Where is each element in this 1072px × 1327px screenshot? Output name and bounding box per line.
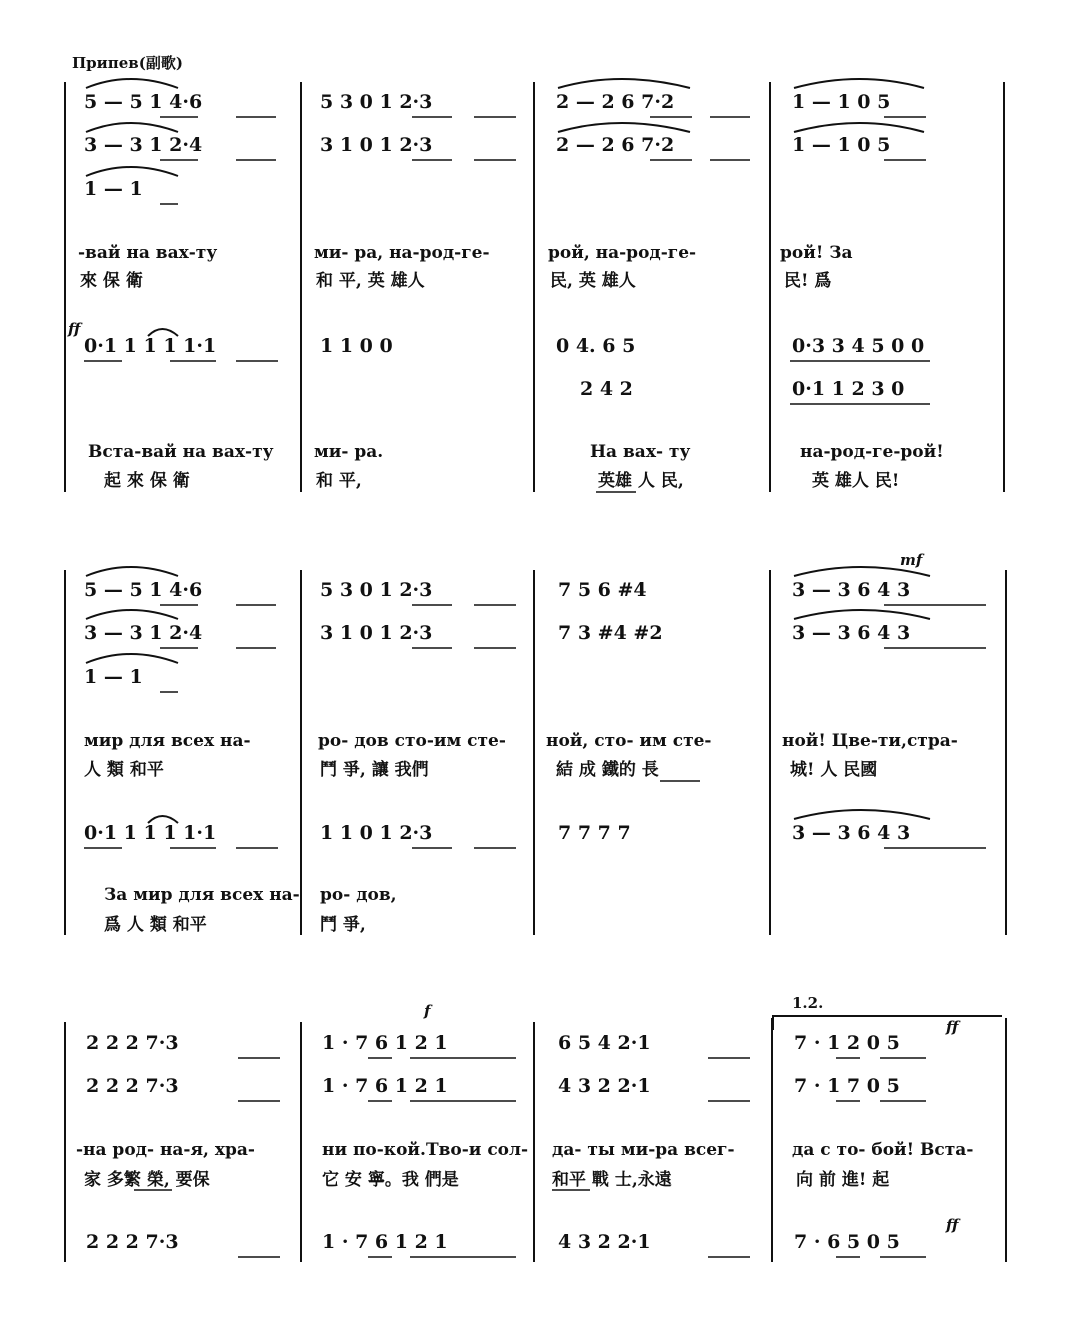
lyric-ru: на-род-ге-рой! (800, 442, 944, 462)
lyric-ru: ми- ра. (314, 442, 384, 462)
note-cell: 3 — 3 6 4 3 (792, 579, 911, 601)
lyric-ru: ной, сто- им сте- (546, 731, 712, 751)
lyric-zh: 起 來 保 衛 (104, 471, 190, 491)
note-cell: 7 5 6 #4 (558, 579, 647, 601)
lyric-ru: -вай на вах-ту (78, 243, 218, 263)
dynamic-mf: mf (900, 551, 923, 569)
note-cell: 3 1 0 1 2·3 (320, 134, 433, 156)
slur (794, 810, 930, 819)
lyric-ru: рой, на-род-ге- (548, 243, 697, 263)
lyric-ru: ни по-кой.Тво-и сол- (322, 1140, 529, 1160)
note-cell: 6 5 4 2·1 (558, 1032, 651, 1054)
note-cell: 7 · 6 5 0 5 (794, 1231, 900, 1253)
dynamic-ff: ff (946, 1018, 959, 1036)
lyric-zh: 城! 人 民國 (790, 760, 878, 780)
slur (794, 123, 924, 132)
lyric-zh: 鬥 爭, (320, 915, 366, 935)
lyric-zh: 英雄 人 民, (598, 471, 684, 491)
note-cell: 3 — 3 6 4 3 (792, 822, 911, 844)
dynamic-ff: ff (946, 1216, 959, 1234)
note-cell: 0 4. 6 5 (556, 335, 636, 357)
volta-label: 1.2. (792, 994, 824, 1012)
lyric-zh: 和 平, (316, 471, 362, 491)
note-cell: 2 — 2 6 7·2 (556, 91, 675, 113)
slur (86, 654, 178, 663)
lyric-ru: ми- ра, на-род-ге- (314, 243, 490, 263)
note-cell: 5 — 5 1 4·6 (84, 91, 203, 113)
slur (794, 610, 930, 619)
note-cell: 0·1 1 1 1 1·1 (84, 822, 217, 844)
note-cell: 7 7 7 7 (558, 822, 631, 844)
lyric-ru: мир для всех на- (84, 731, 251, 751)
note-cell: 5 — 5 1 4·6 (84, 579, 203, 601)
lyric-ru: ро- дов сто-им сте- (318, 731, 506, 751)
note-cell: 2 2 2 7·3 (86, 1075, 179, 1097)
lyric-ru: да с то- бой! Вста- (792, 1140, 974, 1160)
note-cell: 0·3 3 4 5 0 0 (792, 335, 925, 357)
dynamic-f: f (424, 1002, 431, 1020)
slur (558, 123, 690, 132)
lyric-ru: Вста-вай на вах-ту (88, 442, 274, 462)
lyric-zh: 民! 爲 (784, 271, 832, 291)
note-cell: 4 3 2 2·1 (558, 1075, 651, 1097)
note-cell: 1 1 0 0 (320, 335, 393, 357)
note-cell: 3 — 3 1 2·4 (84, 134, 203, 156)
lyric-zh: 它 安 寧。我 們是 (322, 1170, 459, 1190)
note-cell: 1 — 1 0 5 (792, 91, 891, 113)
note-cell: 1 · 7 6 1 2 1 (322, 1075, 448, 1097)
note-cell: 1 — 1 (84, 666, 143, 688)
lyric-zh: 鬥 爭, 讓 我們 (320, 760, 429, 780)
lyric-zh: 和平 戰 士,永遠 (552, 1170, 672, 1190)
lyric-zh: 向 前 進! 起 (796, 1170, 890, 1190)
slur (86, 167, 178, 176)
lyric-zh: 民, 英 雄人 (550, 271, 636, 291)
note-cell: 5 3 0 1 2·3 (320, 579, 433, 601)
note-cell: 7 3 #4 #2 (558, 622, 663, 644)
volta-bracket (773, 1016, 1002, 1030)
note-cell: 7 · 1 7 0 5 (794, 1075, 900, 1097)
slur (148, 329, 178, 336)
note-cell: 3 — 3 6 4 3 (792, 622, 911, 644)
note-cell: 3 1 0 1 2·3 (320, 622, 433, 644)
lyric-zh: 結 成 鐵的 長 (556, 760, 659, 780)
note-cell: 1 1 0 1 2·3 (320, 822, 433, 844)
lyric-zh: 人 類 和平 (84, 760, 164, 780)
lyric-ru: да- ты ми-ра всег- (552, 1140, 735, 1160)
score-header: Припев(副歌) (72, 54, 183, 72)
slur (794, 567, 930, 576)
slur (794, 79, 924, 88)
note-cell: 0·1 1 1 1 1·1 (84, 335, 217, 357)
lyric-ru: На вах- ту (590, 442, 691, 462)
note-cell: 1 — 1 0 5 (792, 134, 891, 156)
note-cell: 0·1 1 2 3 0 (792, 378, 905, 400)
note-cell: 1 · 7 6 1 2 1 (322, 1231, 448, 1253)
lyric-zh: 來 保 衛 (80, 271, 143, 291)
lyric-ru: ной! Цве-ти,стра- (782, 731, 958, 751)
note-cell: 4 3 2 2·1 (558, 1231, 651, 1253)
lyric-zh: 英 雄人 民! (812, 471, 900, 491)
note-cell: 2 2 2 7·3 (86, 1231, 179, 1253)
note-cell: 5 3 0 1 2·3 (320, 91, 433, 113)
slur (86, 123, 178, 132)
lyric-ru: ро- дов, (320, 885, 397, 905)
lyric-ru: -на род- на-я, хра- (76, 1140, 255, 1160)
dynamic-ff: ff (68, 320, 81, 338)
slur (86, 567, 178, 576)
lyric-ru: За мир для всех на- (104, 885, 300, 905)
slur (86, 610, 178, 619)
note-cell: 2 — 2 6 7·2 (556, 134, 675, 156)
slur (148, 816, 178, 823)
slur (86, 79, 178, 88)
note-cell: 1 — 1 (84, 178, 143, 200)
note-cell: 1 · 7 6 1 2 1 (322, 1032, 448, 1054)
lyric-zh: 爲 人 類 和平 (104, 915, 207, 935)
note-cell: 3 — 3 1 2·4 (84, 622, 203, 644)
slur (558, 79, 690, 88)
note-cell: 7 · 1 2 0 5 (794, 1032, 900, 1054)
note-cell: 2 2 2 7·3 (86, 1032, 179, 1054)
lyric-zh: 和 平, 英 雄人 (316, 271, 425, 291)
note-cell: 2 4 2 (580, 378, 633, 400)
lyric-ru: рой! За (780, 243, 853, 263)
lyric-zh: 家 多繁 榮, 要保 (84, 1170, 210, 1190)
